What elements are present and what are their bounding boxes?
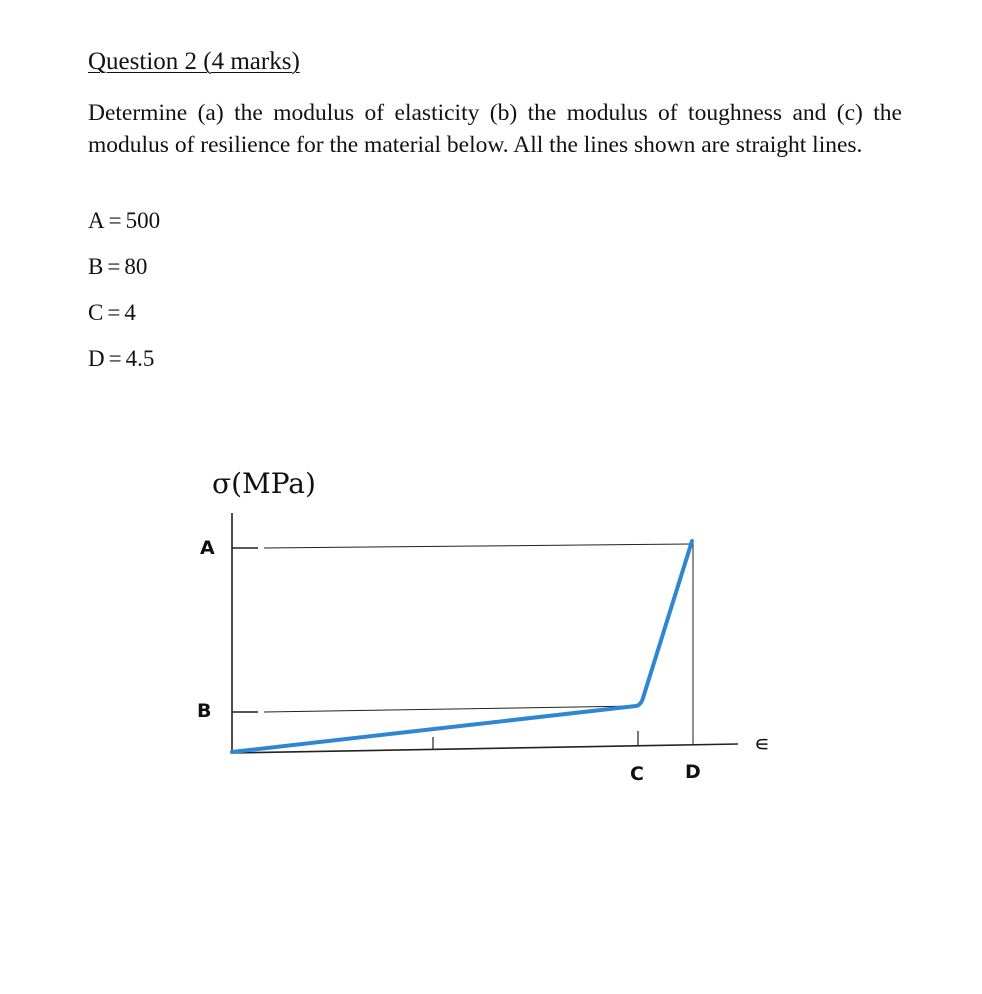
stress-strain-curve <box>232 541 692 752</box>
given-a-value: 500 <box>125 208 161 233</box>
equals-sign: = <box>107 300 121 325</box>
given-c-value: 4 <box>124 300 136 325</box>
question-text: Determine (a) the modulus of elasticity (b) the modulus of toughness and (c) the modulus of resilience for the material below. All the lines shown are straight lines. <box>88 100 902 158</box>
given-c-name: C <box>88 300 104 325</box>
given-d-name: D <box>88 346 105 371</box>
x-axis-label: ∊ <box>754 732 770 757</box>
given-d-value: 4.5 <box>125 346 155 371</box>
label-b: B <box>197 700 212 722</box>
question-heading: Question 2 (4 marks) <box>88 48 300 75</box>
given-a-name: A <box>88 208 105 233</box>
equals-sign: = <box>108 208 122 233</box>
equals-sign: = <box>108 346 122 371</box>
equals-sign: = <box>107 254 121 279</box>
given-b-value: 80 <box>124 254 148 279</box>
label-d: D <box>685 761 701 783</box>
label-a: A <box>200 537 215 559</box>
guide-line-a <box>264 544 691 548</box>
label-c: C <box>630 763 644 785</box>
y-axis-label: σ(MPa) <box>212 467 316 500</box>
given-b-name: B <box>88 254 104 279</box>
